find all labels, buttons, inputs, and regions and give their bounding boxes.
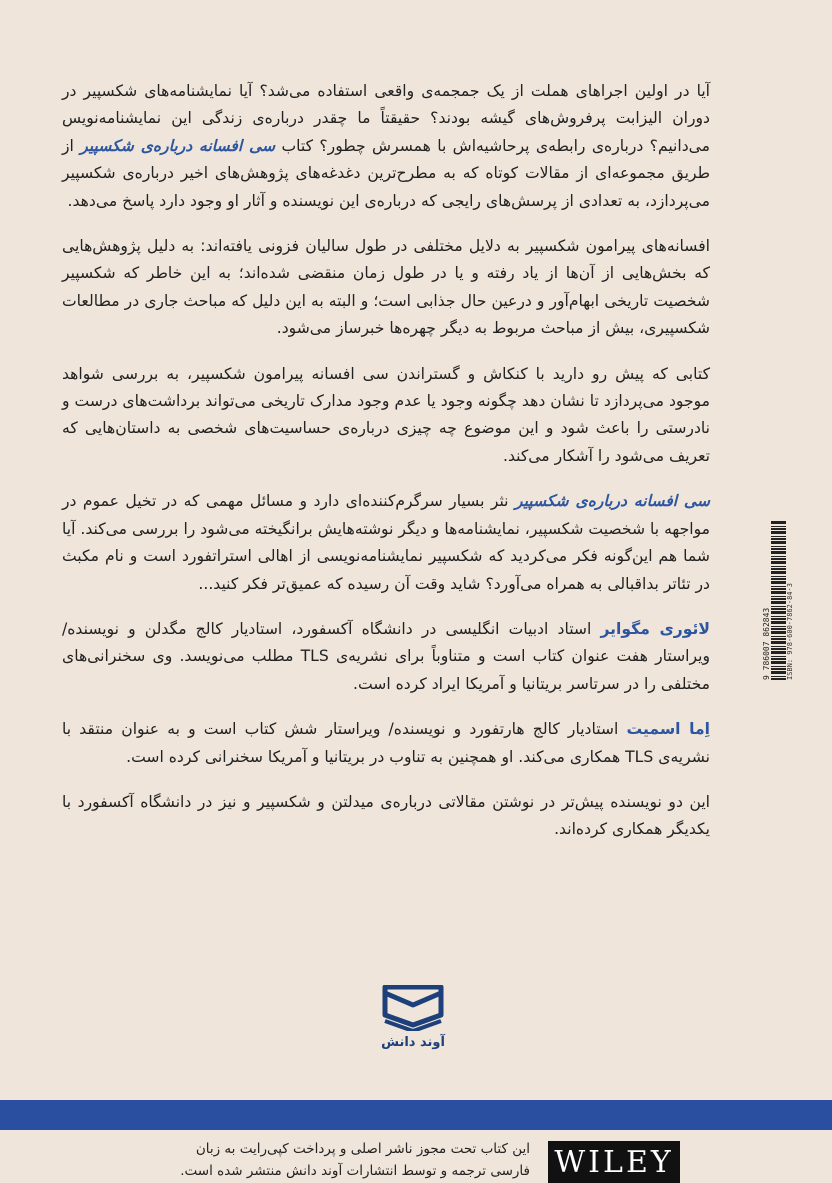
paragraph-author-maguire: لائوری مگوایر استاد ادبیات انگلیسی در دانشگاه آکسفورد، استادیار کالج مگدلن و نویسنده/ ویراستار هفت عنوان کتاب است و متناوباً برای نشریه‌ی TLS مطلب می‌نویسد. وی سخنرانی‌های مختلفی را در سرتاسر بریتانیا و آمریکا ایراد کرده است. bbox=[62, 619, 711, 693]
paragraph-authors-collaboration: این دو نویسنده پیش‌تر در نوشتن مقالاتی درباره‌ی میدلتن و شکسپیر و نیز در دانشگاه آکسفورد با یکدیگر همکاری کرده‌اند. bbox=[62, 792, 710, 839]
wiley-logo: WILEY bbox=[548, 1141, 680, 1183]
paragraph-book-summary: سی افسانه درباره‌ی شکسپیر نثر بسیار سرگرم‌کننده‌ای دارد و مسائل مهمی که در تخیل عموم در مواجهه با شخصیت شکسپیر، نمایشنامه‌ها و دیگر نوشته‌هایش برانگیخته می‌شود را بررسی می‌کند. آیا شما هم این‌گونه فکر می‌کردید که شکسپیر نمایشنامه‌نویسی از اهالی استراتفورد است و نام مکبث در تئاتر بداقبالی به همراه می‌آورد؟ شاید وقت آن رسیده که عمیق‌تر فکر کنید... bbox=[62, 492, 710, 593]
paragraph-myths-origin: افسانه‌های پیرامون شکسپیر به دلایل مختلفی در طول سالیان فزونی یافته‌اند: به دلیل پژوهش‌هایی که بخش‌هایی از آن‌ها از یاد رفته و یا در طول زمان منقضی شده‌اند؛ به این خاطر که شکسپیر شخصیت تاریخی ابهام‌آور و درعین حال جذابی است؛ و البته به این دلیل که مباحث جاری در مطالعات شکسپیری، بیش از مباحث مربوط به دیگر چهره‌ها خبرساز می‌شود. bbox=[62, 237, 710, 338]
blurb bbox=[62, 78, 710, 862]
author-name: لائوری مگوایر bbox=[600, 619, 711, 638]
paragraph-author-smith: اِما اسمیت استادیار کالج هارتفورد و نویسنده/ ویراستار شش کتاب است و به عنوان منتقد با نشریه‌ی TLS همکاری می‌کند. او همچنین به تناوب در بریتانیا و آمریکا سخنرانی کرده است. bbox=[62, 720, 710, 766]
publisher-logo bbox=[358, 985, 468, 1080]
publisher-name: آوند دانش bbox=[381, 1035, 445, 1050]
book-title-inline: سی افسانه درباره‌ی شکسپیر bbox=[514, 492, 710, 511]
notice-line-2: فارسی ترجمه و توسط انتشارات آوند دانش منتشر شده است. bbox=[180, 1163, 530, 1179]
isbn-barcode bbox=[762, 520, 794, 680]
barcode-lines bbox=[771, 520, 786, 680]
open-book-logo-icon bbox=[381, 985, 445, 1031]
paragraph-book-approach: کتابی که پیش رو دارید با کنکاش و گستراندن سی افسانه پیرامون شکسپیر، به بررسی شواهد موجود می‌پردازد تا نشان دهد چگونه وجود یا عدم وجود مدارک تاریخی می‌تواند برداشت‌های درست و نادرستی را باعث شود و این موضوع چه چیزی درباره‌ی حساسیت‌های شخصی به داستان‌هایی که تعریف می‌شود را آشکار می‌کند. bbox=[62, 364, 710, 465]
notice-line-1: این کتاب تحت مجوز ناشر اصلی و پرداخت کپی‌رایت به زبان bbox=[195, 1141, 530, 1157]
copyright-notice bbox=[150, 1138, 530, 1182]
book-title-inline: سی افسانه درباره‌ی شکسپیر bbox=[80, 136, 276, 155]
paragraph-intro-questions: آیا در اولین اجراهای هملت از یک جمجمه‌ی واقعی استفاده می‌شد؟ آیا نمایشنامه‌های شکسپیر در دوران الیزابت پرفروش‌های گیشه بودند؟ حقیقتاً ما چقدر درباره‌ی زندگی این نمایشنامه‌نویس می‌دانیم؟ درباره‌ی رابطه‌ی پرحاشیه‌اش با همسرش چطور؟ کتاب سی افسانه درباره‌ی شکسپیر از طریق مجموعه‌ای از مقالات کوتاه که به مطرح‌ترین دغدغه‌های پژوهش‌های اخیر درباره‌ی شکسپیر می‌پردازد، به تعدادی از پرسش‌های رایجی که درباره‌ی این نویسنده و آثار او وجود دارد پاسخ می‌دهد. bbox=[62, 82, 710, 210]
barcode-digits: 9 786007 862843 bbox=[762, 607, 771, 680]
isbn-text: ISBN: 978-600-7862-84-3 bbox=[786, 583, 794, 680]
author-name: اِما اسمیت bbox=[626, 720, 710, 739]
decorative-blue-band bbox=[0, 1100, 832, 1130]
